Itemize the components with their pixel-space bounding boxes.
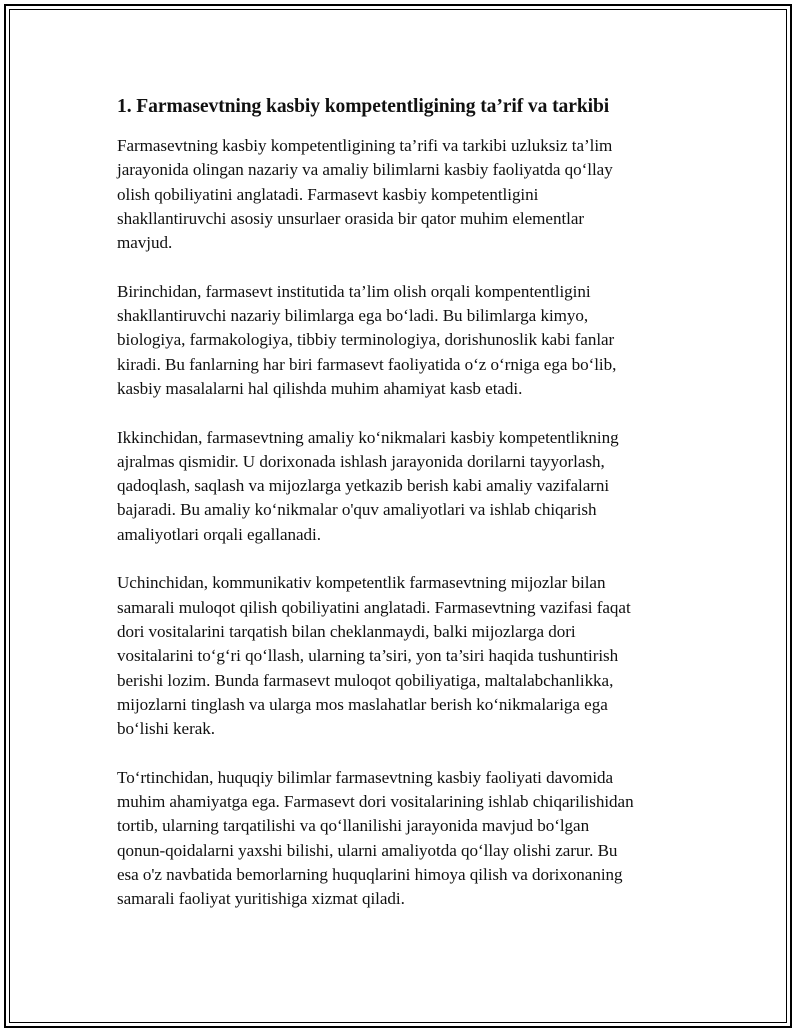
paragraph-line: jarayonida olingan nazariy va amaliy bilimlarni kasbiy faoliyatda qo‘llay: [117, 160, 613, 180]
paragraph-line: berishi lozim. Bunda farmasevt muloqot qobiliyatiga, maltalabchanlikka,: [117, 670, 614, 690]
paragraph-line: To‘rtinchidan, huquqiy bilimlar farmasevtning kasbiy faoliyati davomida: [117, 767, 614, 787]
paragraph-line: qadoqlash, saqlash va mijozlarga yetkazib berish kabi amaliy vazifalarni: [117, 476, 610, 496]
document-body: [117, 94, 697, 936]
paragraph-line: esa o'z navbatida bemorlarning huquqlarini himoya qilish va dorixonaning: [117, 864, 623, 884]
paragraph-line: kiradi. Bu fanlarning har biri farmasevt faoliyatida o‘z o‘rniga ega bo‘lib,: [117, 354, 617, 374]
paragraph-line: shakllantiruvchi nazariy bilimlarga ega bo‘ladi. Bu bilimlarga kimyo,: [117, 306, 589, 326]
paragraph-line: samarali muloqot qilish qobiliyatini anglatadi. Farmasevtning vazifasi faqat: [117, 597, 631, 617]
paragraph-line: biologiya, farmakologiya, tibbiy terminologiya, dorishunoslik kabi fanlar: [117, 330, 615, 350]
paragraph-first: [117, 280, 697, 401]
paragraph-line: mijozlarni tinglash va ularga mos maslahatlar berish ko‘nikmalariga ega: [117, 694, 608, 714]
paragraph-line: bo‘lishi kerak.: [117, 719, 215, 739]
paragraph-line: Uchinchidan, kommunikativ kompetentlik farmasevtning mijozlar bilan: [117, 573, 606, 593]
paragraph-intro: [117, 134, 697, 255]
paragraph-line: tortib, ularning tarqatilishi va qo‘llanilishi jarayonida mavjud bo‘lgan: [117, 816, 590, 836]
paragraph-line: amaliyotlari orqali egallanadi.: [117, 524, 321, 544]
paragraph-line: ajralmas qismidir. U dorixonada ishlash jarayonida dorilarni tayyorlash,: [117, 451, 605, 471]
paragraph-line: qonun-qoidalarni yaxshi bilishi, ularni amaliyotda qo‘llay olishi zarur. Bu: [117, 840, 618, 860]
paragraph-line: dori vositalarini tarqatish bilan cheklanmaydi, balki mijozlarga dori: [117, 621, 576, 641]
paragraph-line: shakllantiruvchi asosiy unsurlaer orasida bir qator muhim elementlar: [117, 208, 585, 228]
paragraph-line: Farmasevtning kasbiy kompetentligining ta’rifi va tarkibi uzluksiz ta’lim: [117, 136, 613, 155]
paragraph-third: [117, 571, 697, 741]
paragraph-line: mavjud.: [117, 233, 173, 253]
paragraph-line: olish qobiliyatini anglatadi. Farmasevt kasbiy kompetentligini: [117, 184, 539, 204]
paragraph-line: samarali faoliyat yuritishiga xizmat qiladi.: [117, 889, 405, 909]
paragraph-line: Birinchidan, farmasevt institutida ta’lim olish orqali kompententligini: [117, 281, 591, 301]
paragraph-line: Ikkinchidan, farmasevtning amaliy ko‘nikmalari kasbiy kompetentlikning: [117, 427, 619, 447]
paragraph-line: muhim ahamiyatga ega. Farmasevt dori vositalarining ishlab chiqarilishidan: [117, 792, 634, 812]
paragraph-second: [117, 426, 697, 547]
paragraph-line: kasbiy masalalarni hal qilishda muhim ahamiyat kasb etadi.: [117, 378, 523, 398]
section-heading: 1. Farmasevtning kasbiy kompetentligining ta’rif va tarkibi: [117, 96, 610, 117]
paragraph-line: bajaradi. Bu amaliy ko‘nikmalar o'quv amaliyotlari va ishlab chiqarish: [117, 500, 597, 520]
paragraph-line: vositalarini to‘g‘ri qo‘llash, ularning ta’siri, yon ta’siri haqida tushuntirish: [117, 646, 619, 666]
paragraph-fourth: [117, 766, 697, 912]
